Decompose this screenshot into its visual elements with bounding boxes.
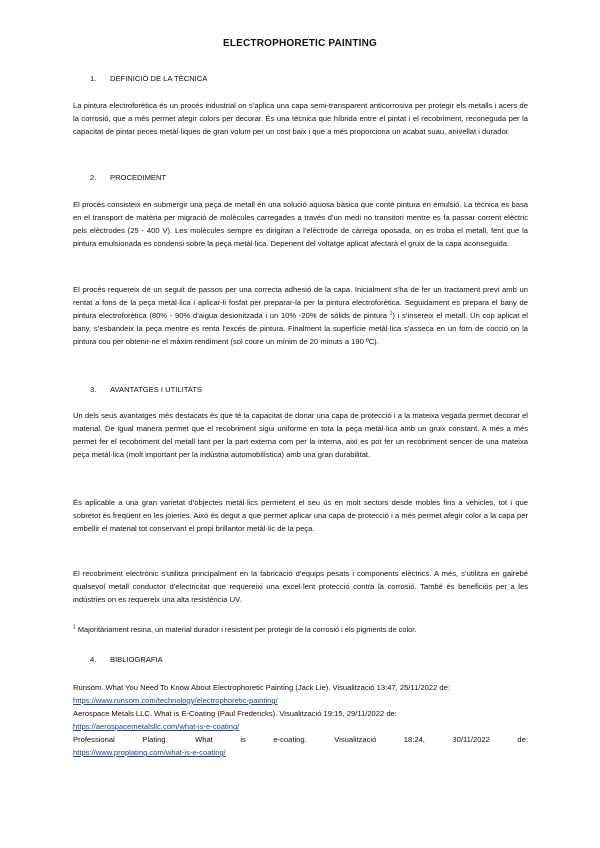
bib-word: is (240, 735, 246, 744)
bib-word: Professional (73, 735, 115, 744)
bib-word: 30/11/2022 (452, 735, 490, 744)
document-title: ELECTROPHORETIC PAINTING (222, 38, 378, 49)
footnote-mark: 1 (73, 624, 76, 631)
bibliography-link[interactable]: https://www.runsom.com/technology/electrophoretic-painting/ (73, 696, 278, 705)
bibliography-text: Aerospace Metals LLC. What is E-Coating (Paul Fredericks). Visualització 19:15, 29/11/2022 de: (73, 709, 397, 718)
paragraph-advantages-3: El recobriment electrònic s’utilitza principalment en la fabricació d’equips pesats i components elèctrics. A més, s’utilitza en gairebé qualsevol metall conductor d’electricitat que requereixi una excel·lent protecció contra la corrosió. També és beneficiós per a les indústries on es requereix una alta resistència UV. (73, 569, 528, 604)
paragraph-definition: La pintura electroforètica és un procés industrial on s’aplica una capa semi-transparent anticorrosiva per protegir els metalls i acers de la corrosió, que a més permet afegir colors per decorar. És una tècnica que híbrida entre el pintat i el recobriment, reconeguda per la capacitat de pintar peces metàl·liques de gran volum per un cost baix i que a més proporciona un acabat suau, anivellat i durador. (73, 101, 528, 136)
bib-word: e-coating. (273, 735, 307, 744)
section-number: 1. (90, 74, 97, 83)
bibliography-link[interactable]: https://aerospacemetalsllc.com/what-is-e-coating/ (73, 722, 240, 731)
paragraph-procedure-2 (73, 284, 528, 349)
section-title: BIBLIOGRAFIA (110, 655, 163, 664)
section-heading-1 (90, 74, 207, 83)
paragraph-advantages-2: És aplicable a una gran varietat d’objectes metàl·lics permetent el seu ús en molt sectors desde mobles fins a vehicles, tot i que sobretot és freqüent en les joieries. Això és degut a que permet aplicar una capa de protecció i a més permet afegir color a la capa per embellir el material tot conservant el propi brillantor metàl·lic de la peça. (73, 498, 528, 533)
bibliography-entry (73, 707, 528, 733)
section-heading-2 (90, 173, 166, 182)
section-number: 2. (90, 173, 97, 182)
section-number: 3. (90, 385, 97, 394)
section-title: PROCEDIMENT (110, 173, 167, 182)
paragraph-text: El procés requereix de un seguit de passos per una correcta adhesió de la capa. Inicialment s’ha de fer un tractament previ amb un rentat a fons de la peça metàl·lica i aplicar-li fosfat per preparar-la per la pintura electroforètica. Seguidament es prepara el bany de pintura electroforètica (80% - 90% d’aigua desionitzada i un 10% -20% de sòlids de pintura (73, 285, 528, 320)
bibliography-entry (73, 681, 528, 707)
paragraph-text: ) i s’insereix el metall. Un cop aplicat el bany, s’esbandeix la peça mentre es renta l’excés de pintura. Finalment la superfície metàl·lica s’asseca en un forn de cocció on la pintura cou per obtenir-ne el màxim rendiment (sol coure un mínim de 20 minuts a 190 ºC). (73, 310, 528, 346)
paragraph-procedure-1: El procés consisteix en submergir una peça de metall en una solució aquosa bàsica que conté pintura en emulsió. La tècnica es basa en el transport de matèria per migració de molècules carregades a través d’un medi no transitori mentre es fa passar corrent elèctric pels elèctrodes (25 - 400 V). Les molècules sempre es dirigiran a l’elèctrode de càrrega oposada, on es troba el metall, fent que la pintura emulsionada es condensi sobre la peça metàl·lica. Depenent del voltatge aplicat afectarà el gruix de la capa aconseguida. (73, 200, 528, 248)
bib-word: Visualització (334, 735, 377, 744)
bibliography-text (73, 733, 528, 746)
footnote-reference[interactable]: 1 (389, 310, 393, 317)
bibliography-list (73, 681, 528, 759)
paragraph-advantages-1: Un dels seus avantatges més destacats és que té la capacitat de donar una capa de protecció i a la mateixa vegada permet decorar el material. De igual manera permet que el recobriment sigui uniforme en tota la peça metàl·lica amb un gruix constant. A més a més permet fer el recobriment del metall tant per la part externa com per la interna, així es pot fer un recobriment sencer de una mateixa peça metàl·lica (molt important per la indústria automobilística) amb una gran durabilitat. (73, 411, 528, 459)
bibliography-link[interactable]: https://www.proplating.com/what-is-e-coating/ (73, 748, 226, 757)
section-heading-4 (90, 655, 163, 664)
section-number: 4. (90, 655, 97, 664)
section-heading-3 (90, 385, 202, 394)
bib-word: Plating. (142, 735, 168, 744)
bibliography-entry (73, 733, 528, 759)
footnote-text: Majoritàriament resina, un material durador i resistent per protegir de la corrosió i els pigments de color. (75, 625, 417, 634)
section-title: AVANTATGES I UTILITATS (110, 385, 202, 394)
footnote (73, 624, 528, 635)
bibliography-text: Runsom. What You Need To Know About Electrophoretic Painting (Jack Lie). Visualització 13:47, 25/11/2022 de: (73, 683, 450, 692)
section-title: DEFINICIÓ DE LA TÈCNICA (110, 74, 208, 83)
bib-word: de: (517, 735, 528, 744)
bib-word: 18:24, (403, 735, 425, 744)
bib-word: What (195, 735, 213, 744)
